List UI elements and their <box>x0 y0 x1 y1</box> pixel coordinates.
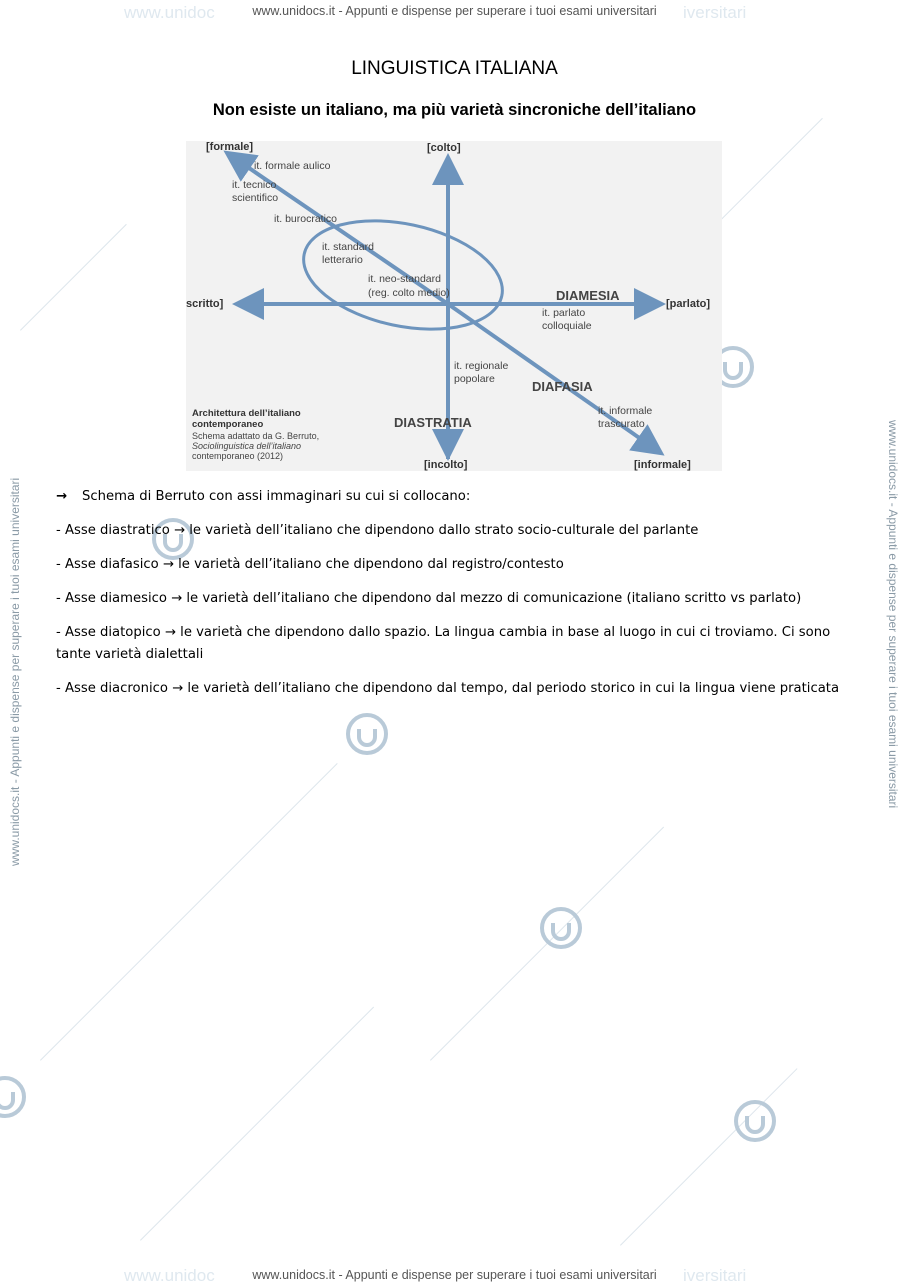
axis-item-diafasico: - Asse diafasico → le varietà dell’italiano che dipendono dal registro/contesto <box>56 557 564 572</box>
label-diamesia: DIAMESIA <box>556 288 620 303</box>
page-title: LINGUISTICA ITALIANA <box>351 58 558 79</box>
header-ghost-right: iversitari <box>683 3 747 22</box>
variety-standard-2: letterario <box>322 254 363 266</box>
variety-formale-aulico: it. formale aulico <box>254 160 331 172</box>
axis-item-diatopico: - Asse diatopico → le varietà che dipendono dallo spazio. La lingua cambia in base al luogo in cui ci troviamo. Ci sono tante varietà dialettali <box>56 625 831 662</box>
variety-neostandard-1: it. neo-standard <box>368 273 441 285</box>
intro-line <box>56 486 856 508</box>
caption-line-4: Sociolinguistica dell’italiano <box>192 441 302 451</box>
variety-neostandard-2: (reg. colto medio) <box>368 287 450 299</box>
caption-line-3: Schema adattato da G. Berruto, <box>192 431 320 441</box>
axis-item-diamesico: - Asse diamesico → le varietà dell’italiano che dipendono dal mezzo di comunicazione (italiano scritto vs parlato) <box>56 591 802 606</box>
page-subtitle: Non esiste un italiano, ma più varietà sincroniche dell’italiano <box>212 101 697 119</box>
label-colto: [colto] <box>427 142 461 154</box>
variety-tecnico-1: it. tecnico <box>232 179 277 191</box>
variety-regionale-1: it. regionale <box>454 360 509 372</box>
document-body <box>56 486 856 712</box>
label-formale: [formale] <box>206 141 254 153</box>
variety-tecnico-2: scientifico <box>232 192 279 204</box>
variety-burocratico: it. burocratico <box>274 213 338 225</box>
watermark-line <box>20 224 127 331</box>
caption-line-1: Architettura dell’italiano <box>192 408 301 419</box>
label-informale: [informale] <box>634 459 691 471</box>
unidocs-logo-icon <box>344 711 390 757</box>
unidocs-logo-icon <box>732 1098 778 1144</box>
watermark-line <box>620 1068 797 1245</box>
axis-item-diacronico: - Asse diacronico → le varietà dell’italiano che dipendono dal tempo, dal periodo storico in cui la lingua viene praticata <box>56 681 840 696</box>
caption-line-2: contemporaneo <box>192 419 264 430</box>
arrow-right-icon: → <box>56 489 68 504</box>
footer-ghost-right: iversitari <box>683 1266 747 1285</box>
header-ghost-left: www.unidoc <box>124 3 215 22</box>
berruto-diagram <box>186 141 722 471</box>
label-parlato: [parlato] <box>666 298 710 310</box>
variety-parlato-1: it. parlato <box>542 307 586 319</box>
label-diafasia: DIAFASIA <box>532 379 593 394</box>
variety-informale-1: it. informale <box>598 405 653 417</box>
footer-ghost-left: www.unidoc <box>124 1266 215 1285</box>
unidocs-logo-icon <box>538 905 584 951</box>
variety-regionale-2: popolare <box>454 373 495 385</box>
unidocs-logo-icon <box>0 1074 28 1120</box>
side-watermark-right: www.unidocs.it - Appunti e dispense per superare i tuoi esami universitari <box>886 420 900 809</box>
axis-item-diastratico: - Asse diastratico → le varietà dell’italiano che dipendono dallo strato socio-culturale del parlante <box>56 523 699 538</box>
variety-informale-2: trascurato <box>598 418 645 430</box>
label-diastratia: DIASTRATIA <box>394 415 472 430</box>
watermark-line <box>40 763 338 1061</box>
watermark-line <box>140 1007 374 1241</box>
header-watermark: www.unidocs.it - Appunti e dispense per superare i tuoi esami universitari <box>252 4 657 18</box>
side-watermark-left: www.unidocs.it - Appunti e dispense per superare i tuoi esami universitari <box>8 477 22 866</box>
label-scritto: scritto] <box>186 298 224 310</box>
intro-text: Schema di Berruto con assi immaginari su cui si collocano: <box>82 489 471 504</box>
variety-standard-1: it. standard <box>322 241 374 253</box>
label-incolto: [incolto] <box>424 459 468 471</box>
variety-parlato-2: colloquiale <box>542 320 592 332</box>
footer-watermark: www.unidocs.it - Appunti e dispense per superare i tuoi esami universitari <box>252 1268 657 1282</box>
caption-line-5: contemporaneo (2012) <box>192 451 284 461</box>
